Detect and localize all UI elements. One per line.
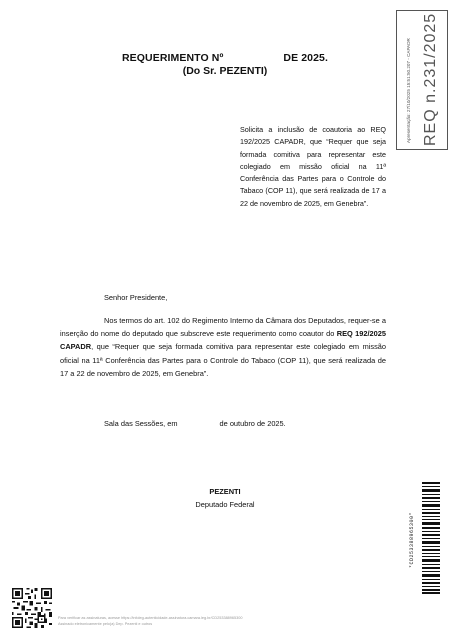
stamp-req-number: REQ n.231/2025 <box>422 12 439 146</box>
footer-signed-line: Assinado eletronicamente pelo(a) Dep. Pezenti e outros <box>58 621 153 626</box>
footer-verify-line: Para verificar as assinaturas, acesse https://infoleg-autenticidade-assinatura.camara.leg.br/CD253388965300 <box>58 616 243 620</box>
barcode-icon <box>422 482 440 594</box>
qr-code-icon <box>12 588 52 628</box>
ementa: Solicita a inclusão de coautoria ao REQ 192/2025 CAPADR, que “Requer que seja formada comitiva para representar este colegiado em missão oficial na 11ª Conferência das Partes para o Controle do Tabaco (COP 11), que será realizada de 17 a 22 de novembro de 2025, em Genebra”. <box>240 125 386 208</box>
closing-left: Sala das Sessões, em <box>104 419 178 428</box>
stamp-date-text: Apresentação: 27/10/2025 15:51:50.207 - CAPADR <box>406 38 411 143</box>
title-right: DE 2025. <box>283 52 328 64</box>
greeting: Senhor Presidente, <box>104 293 168 302</box>
title-block <box>0 52 450 77</box>
author-line: (Do Sr. PEZENTI) <box>182 65 268 77</box>
signer-name: PEZENTI <box>209 487 241 496</box>
closing-line <box>104 419 286 428</box>
barcode-text: *CD253388965300* <box>409 512 415 569</box>
body-part-1: Nos termos do art. 102 do Regimento Interno da Câmara dos Deputados, requer-se a inserção do nome do deputado que subscreve este requerimento como coautor do <box>60 316 386 339</box>
signature-block <box>0 487 450 509</box>
closing-right: de outubro de 2025. <box>219 419 286 428</box>
body-bold-reference: REQ 192/2025 CAPADR <box>60 329 386 352</box>
signer-role: Deputado Federal <box>195 500 255 509</box>
title-left: REQUERIMENTO Nº <box>122 52 224 64</box>
document-title <box>0 52 450 64</box>
body-paragraph <box>60 314 386 380</box>
protocol-stamp <box>396 10 448 150</box>
verification-footer <box>58 616 388 627</box>
body-part-2: , que “Requer que seja formada comitiva para representar este colegiado em missão oficial na 11ª Conferência das Partes para o Controle do Tabaco (COP 11), que será realizada de 17 a 22 de novembro de 2025, em Genebra”. <box>60 342 386 378</box>
